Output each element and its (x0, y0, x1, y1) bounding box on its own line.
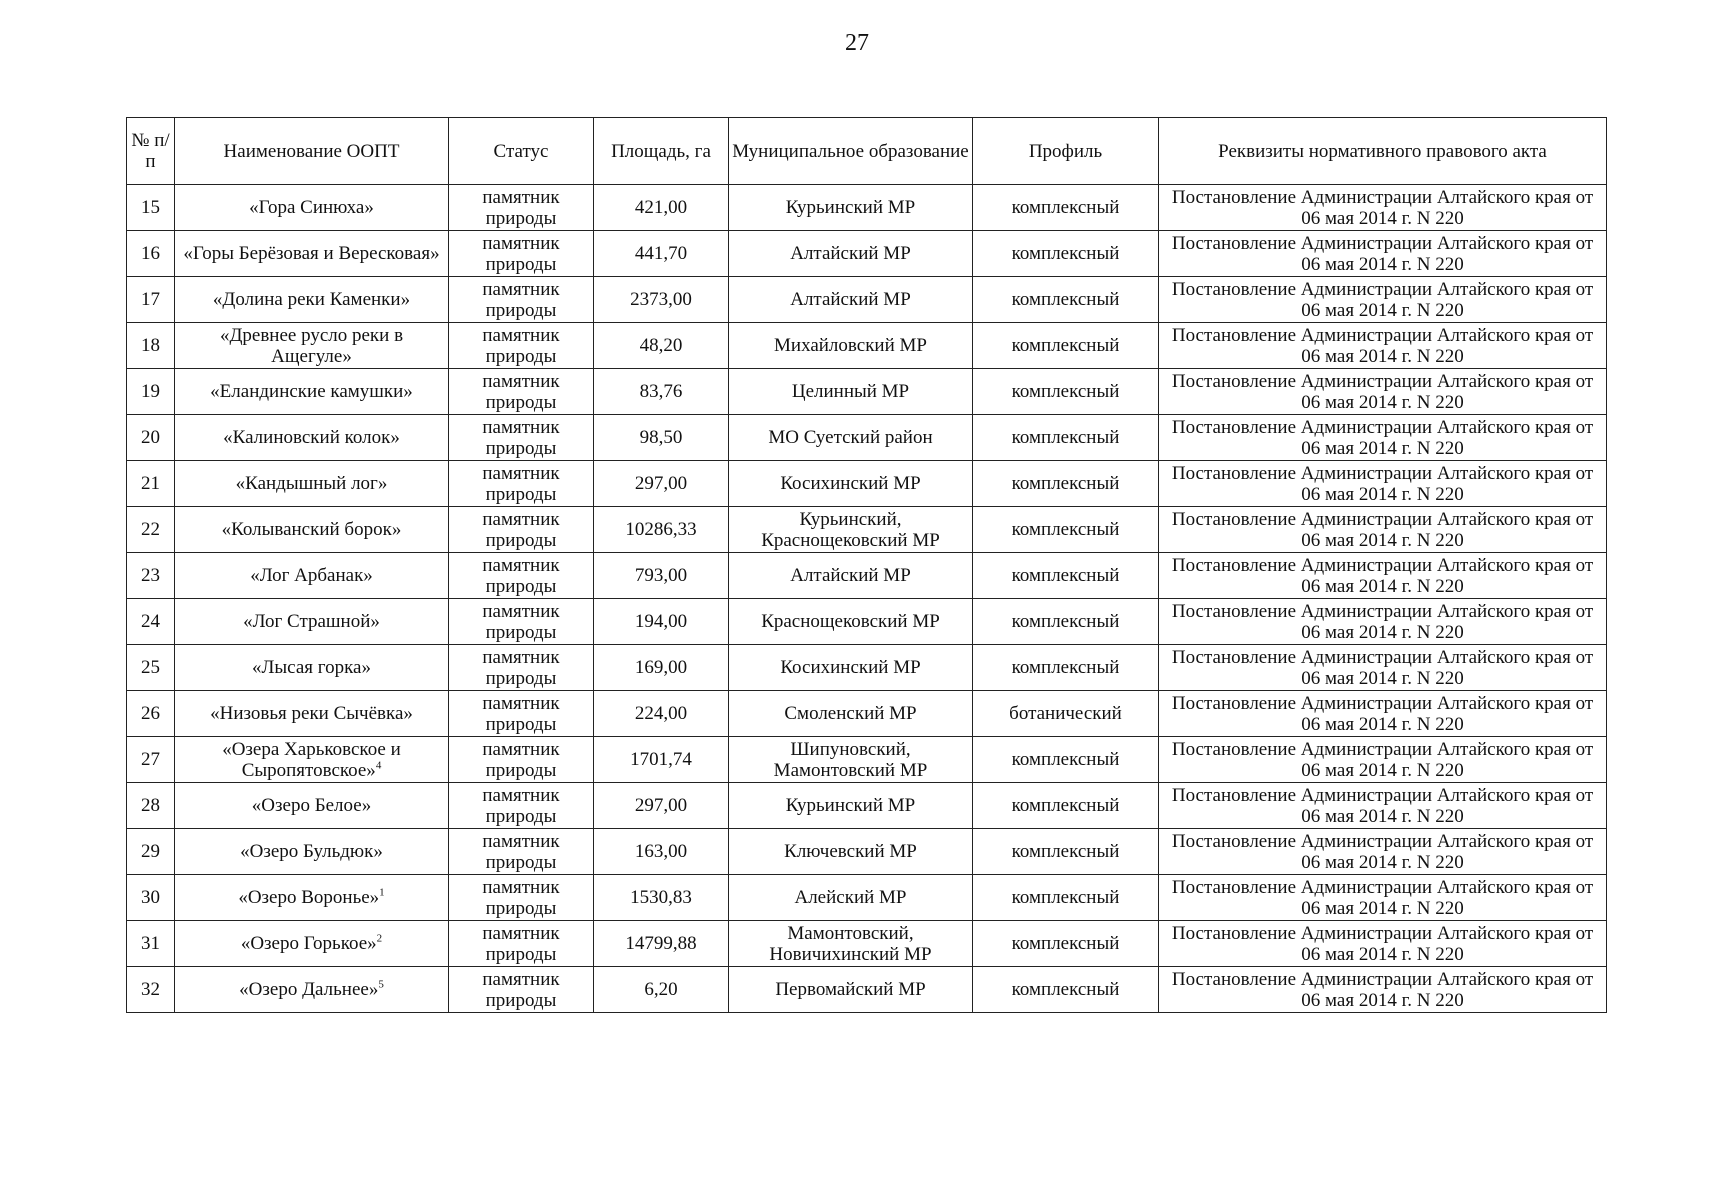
cell-profile: комплексный (973, 875, 1159, 921)
footnote-mark: 2 (376, 932, 383, 945)
oopt-name: «Гора Синюха» (249, 197, 374, 218)
cell-status: памятник природы (449, 553, 594, 599)
cell-profile: комплексный (973, 921, 1159, 967)
cell-number: 31 (127, 921, 175, 967)
table-row (127, 461, 1607, 507)
table-row (127, 691, 1607, 737)
cell-act: Постановление Администрации Алтайского края от 06 мая 2014 г. N 220 (1159, 277, 1607, 323)
cell-status: памятник природы (449, 599, 594, 645)
cell-area: 2373,00 (594, 277, 729, 323)
cell-number: 23 (127, 553, 175, 599)
table-row (127, 507, 1607, 553)
cell-status: памятник природы (449, 737, 594, 783)
cell-municipality: Мамонтовский, Новичихинский МР (729, 921, 973, 967)
header-municipality: Муниципальное образование (729, 118, 973, 185)
cell-name (175, 875, 449, 921)
cell-act: Постановление Администрации Алтайского края от 06 мая 2014 г. N 220 (1159, 921, 1607, 967)
cell-act: Постановление Администрации Алтайского края от 06 мая 2014 г. N 220 (1159, 231, 1607, 277)
table-row (127, 323, 1607, 369)
cell-name (175, 185, 449, 231)
cell-act: Постановление Администрации Алтайского края от 06 мая 2014 г. N 220 (1159, 185, 1607, 231)
cell-profile: комплексный (973, 737, 1159, 783)
cell-number: 21 (127, 461, 175, 507)
cell-status: памятник природы (449, 691, 594, 737)
cell-area: 1701,74 (594, 737, 729, 783)
footnote-mark: 5 (378, 978, 384, 991)
cell-municipality: Смоленский МР (729, 691, 973, 737)
table-row (127, 645, 1607, 691)
cell-profile: комплексный (973, 507, 1159, 553)
cell-profile: комплексный (973, 277, 1159, 323)
cell-name (175, 323, 449, 369)
cell-profile: комплексный (973, 783, 1159, 829)
oopt-table (126, 117, 1607, 1013)
cell-name (175, 691, 449, 737)
cell-area: 169,00 (594, 645, 729, 691)
page-number: 27 (845, 30, 869, 56)
cell-profile: комплексный (973, 829, 1159, 875)
cell-profile: комплексный (973, 645, 1159, 691)
cell-name (175, 231, 449, 277)
table-row (127, 231, 1607, 277)
cell-area: 441,70 (594, 231, 729, 277)
table-row (127, 783, 1607, 829)
cell-status: памятник природы (449, 875, 594, 921)
cell-number: 30 (127, 875, 175, 921)
cell-status: памятник природы (449, 507, 594, 553)
oopt-name: «Еландинские камушки» (210, 381, 413, 402)
table-row (127, 875, 1607, 921)
oopt-name: «Озеро Дальнее» (239, 979, 379, 1000)
cell-number: 24 (127, 599, 175, 645)
cell-number: 25 (127, 645, 175, 691)
cell-area: 297,00 (594, 461, 729, 507)
cell-area: 10286,33 (594, 507, 729, 553)
table-row (127, 553, 1607, 599)
cell-number: 27 (127, 737, 175, 783)
oopt-name: «Озеро Бульдюк» (240, 841, 383, 862)
header-name: Наименование ООПТ (175, 118, 449, 185)
oopt-name: «Древнее русло реки в Ащегуле» (219, 324, 404, 367)
cell-municipality: МО Суетский район (729, 415, 973, 461)
cell-status: памятник природы (449, 415, 594, 461)
cell-status: памятник природы (449, 461, 594, 507)
cell-act: Постановление Администрации Алтайского края от 06 мая 2014 г. N 220 (1159, 967, 1607, 1013)
cell-municipality: Косихинский МР (729, 461, 973, 507)
cell-number: 18 (127, 323, 175, 369)
cell-name (175, 507, 449, 553)
cell-status: памятник природы (449, 829, 594, 875)
cell-municipality: Курьинский МР (729, 783, 973, 829)
header-act: Реквизиты нормативного правового акта (1159, 118, 1607, 185)
cell-municipality: Первомайский МР (729, 967, 973, 1013)
cell-number: 32 (127, 967, 175, 1013)
cell-profile: комплексный (973, 185, 1159, 231)
cell-municipality: Целинный МР (729, 369, 973, 415)
cell-act: Постановление Администрации Алтайского края от 06 мая 2014 г. N 220 (1159, 829, 1607, 875)
cell-area: 421,00 (594, 185, 729, 231)
oopt-name: «Лог Страшной» (243, 611, 380, 632)
table-header (127, 118, 1607, 185)
cell-profile: комплексный (973, 599, 1159, 645)
cell-number: 26 (127, 691, 175, 737)
table-row (127, 599, 1607, 645)
cell-name (175, 369, 449, 415)
cell-municipality: Краснощековский МР (729, 599, 973, 645)
cell-name (175, 415, 449, 461)
cell-number: 16 (127, 231, 175, 277)
header-profile: Профиль (973, 118, 1159, 185)
cell-area: 297,00 (594, 783, 729, 829)
cell-act: Постановление Администрации Алтайского края от 06 мая 2014 г. N 220 (1159, 369, 1607, 415)
cell-name (175, 599, 449, 645)
oopt-name: «Озера Харьковское и Сыропятовское» (222, 738, 401, 781)
cell-act: Постановление Администрации Алтайского края от 06 мая 2014 г. N 220 (1159, 645, 1607, 691)
cell-municipality: Курьинский, Краснощековский МР (729, 507, 973, 553)
cell-status: памятник природы (449, 921, 594, 967)
cell-area: 48,20 (594, 323, 729, 369)
cell-act: Постановление Администрации Алтайского края от 06 мая 2014 г. N 220 (1159, 783, 1607, 829)
table-row (127, 369, 1607, 415)
cell-area: 14799,88 (594, 921, 729, 967)
header-status: Статус (449, 118, 594, 185)
cell-profile: комплексный (973, 369, 1159, 415)
cell-profile: комплексный (973, 231, 1159, 277)
cell-area: 224,00 (594, 691, 729, 737)
oopt-name: «Озеро Белое» (251, 795, 372, 816)
cell-name (175, 829, 449, 875)
cell-act: Постановление Администрации Алтайского края от 06 мая 2014 г. N 220 (1159, 553, 1607, 599)
cell-municipality: Ключевский МР (729, 829, 973, 875)
table-row (127, 415, 1607, 461)
table-body (127, 185, 1607, 1013)
cell-area: 194,00 (594, 599, 729, 645)
cell-number: 28 (127, 783, 175, 829)
cell-name (175, 783, 449, 829)
cell-act: Постановление Администрации Алтайского края от 06 мая 2014 г. N 220 (1159, 507, 1607, 553)
oopt-name: «Озеро Воронье» (238, 887, 380, 908)
cell-act: Постановление Администрации Алтайского края от 06 мая 2014 г. N 220 (1159, 691, 1607, 737)
cell-status: памятник природы (449, 185, 594, 231)
cell-area: 793,00 (594, 553, 729, 599)
cell-municipality: Косихинский МР (729, 645, 973, 691)
cell-name (175, 277, 449, 323)
cell-act: Постановление Администрации Алтайского края от 06 мая 2014 г. N 220 (1159, 461, 1607, 507)
cell-area: 83,76 (594, 369, 729, 415)
cell-act: Постановление Администрации Алтайского края от 06 мая 2014 г. N 220 (1159, 875, 1607, 921)
cell-municipality: Алейский МР (729, 875, 973, 921)
cell-profile: комплексный (973, 967, 1159, 1013)
table-row (127, 277, 1607, 323)
cell-status: памятник природы (449, 369, 594, 415)
cell-name (175, 967, 449, 1013)
cell-act: Постановление Администрации Алтайского края от 06 мая 2014 г. N 220 (1159, 323, 1607, 369)
cell-act: Постановление Администрации Алтайского края от 06 мая 2014 г. N 220 (1159, 737, 1607, 783)
cell-area: 163,00 (594, 829, 729, 875)
cell-status: памятник природы (449, 231, 594, 277)
oopt-name: «Колыванский борок» (221, 519, 402, 540)
footnote-mark: 4 (375, 759, 382, 772)
cell-number: 29 (127, 829, 175, 875)
oopt-name: «Низовья реки Сычёвка» (210, 703, 413, 724)
cell-profile: комплексный (973, 553, 1159, 599)
cell-area: 6,20 (594, 967, 729, 1013)
cell-status: памятник природы (449, 645, 594, 691)
cell-profile: комплексный (973, 461, 1159, 507)
table-row (127, 967, 1607, 1013)
cell-name (175, 553, 449, 599)
oopt-name: «Кандышный лог» (235, 473, 388, 494)
cell-number: 15 (127, 185, 175, 231)
cell-municipality: Курьинский МР (729, 185, 973, 231)
oopt-name: «Лог Арбанак» (250, 565, 373, 586)
cell-status: памятник природы (449, 967, 594, 1013)
cell-area: 98,50 (594, 415, 729, 461)
table-row (127, 921, 1607, 967)
cell-municipality: Алтайский МР (729, 231, 973, 277)
cell-status: памятник природы (449, 277, 594, 323)
cell-profile: ботанический (973, 691, 1159, 737)
oopt-name: «Горы Берёзовая и Вересковая» (183, 243, 440, 264)
cell-municipality: Михайловский МР (729, 323, 973, 369)
header-number: № п/ п (127, 118, 175, 185)
cell-status: памятник природы (449, 323, 594, 369)
oopt-name: «Озеро Горькое» (240, 933, 377, 954)
cell-number: 19 (127, 369, 175, 415)
cell-status: памятник природы (449, 783, 594, 829)
cell-profile: комплексный (973, 323, 1159, 369)
cell-municipality: Шипуновский, Мамонтовский МР (729, 737, 973, 783)
cell-number: 22 (127, 507, 175, 553)
cell-municipality: Алтайский МР (729, 277, 973, 323)
oopt-name: «Калиновский колок» (223, 427, 400, 448)
cell-name (175, 921, 449, 967)
cell-name (175, 645, 449, 691)
table-row (127, 737, 1607, 783)
cell-profile: комплексный (973, 415, 1159, 461)
cell-name (175, 461, 449, 507)
cell-act: Постановление Администрации Алтайского края от 06 мая 2014 г. N 220 (1159, 599, 1607, 645)
table-row (127, 829, 1607, 875)
cell-number: 17 (127, 277, 175, 323)
cell-name (175, 737, 449, 783)
footnote-mark: 1 (379, 886, 385, 899)
cell-municipality: Алтайский МР (729, 553, 973, 599)
cell-number: 20 (127, 415, 175, 461)
oopt-name: «Долина реки Каменки» (212, 289, 411, 310)
table-row (127, 185, 1607, 231)
oopt-name: «Лысая горка» (252, 657, 371, 678)
cell-act: Постановление Администрации Алтайского края от 06 мая 2014 г. N 220 (1159, 415, 1607, 461)
cell-area: 1530,83 (594, 875, 729, 921)
header-area: Площадь, га (594, 118, 729, 185)
